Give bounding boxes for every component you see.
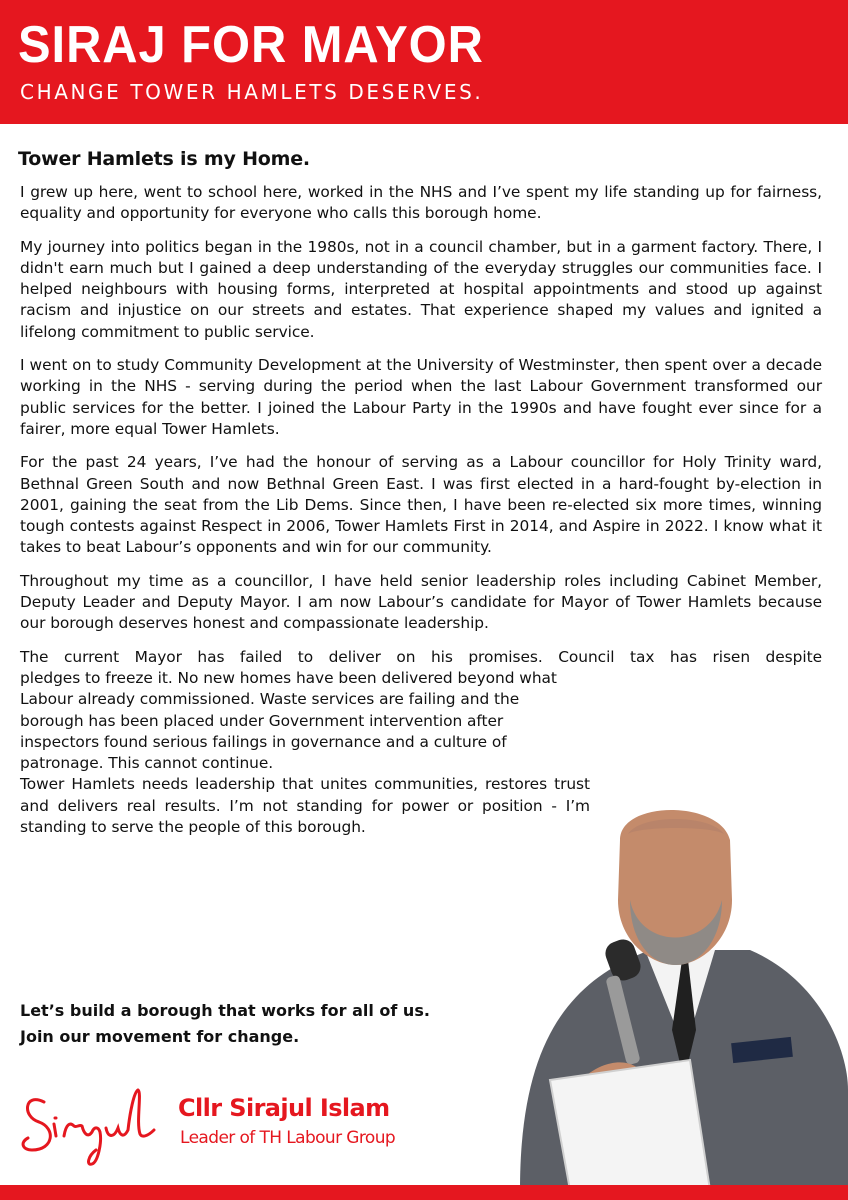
closing-line-2: Join our movement for change.	[20, 1027, 300, 1046]
paragraph-unite: Tower Hamlets needs leadership that unites communities, restores trust and delivers real results. I’m not standing for power or position - I’m standing to serve the people of this borough.	[20, 775, 590, 837]
paragraph-current-mayor	[20, 647, 822, 775]
letter-body	[20, 146, 822, 850]
campaign-slogan: CHANGE TOWER HAMLETS DESERVES.	[20, 80, 484, 104]
paragraph-record: For the past 24 years, I’ve had the honour of serving as a Labour councillor for Holy Trinity ward, Bethnal Green South and now Bethnal Green East. I was first elected in a hard-fought by-election in 2001, gaining the seat from the Lib Dems. Since then, I have been re-elected six more times, winning tough contests against Respect in 2006, Tower Hamlets First in 2014, and Aspire in 2022. I know what it takes to beat Labour’s opponents and win for our community.	[20, 453, 822, 557]
signatory-role: Leader of TH Labour Group	[180, 1128, 396, 1148]
paragraph-journey: My journey into politics began in the 1980s, not in a council chamber, but in a garment factory. There, I didn't earn much but I gained a deep understanding of the everyday struggles our communities face. I helped neighbours with housing forms, interpreted at hospital appointments and stood up against racism and injustice on our streets and estates. That experience shaped my values and ignited a lifelong commitment to public service.	[20, 237, 822, 341]
page-heading: Tower Hamlets is my Home.	[18, 148, 310, 170]
current-mayor-rest: pledges to freeze it. No new homes have been delivered beyond what Labour already commissioned. Waste services are failing and the borough has been placed under Government intervention after inspectors found serious failings in governance and a culture of patronage. This cannot continue.	[20, 668, 557, 773]
campaign-title: SIRAJ FOR MAYOR	[18, 16, 484, 74]
paragraph-education: I went on to study Community Development at the University of Westminster, then spent over a decade working in the NHS - serving during the period when the last Labour Government transformed our public services for the better. I joined the Labour Party in the 1990s and have fought ever since for a fairer, more equal Tower Hamlets.	[20, 356, 822, 438]
closing-call-to-action	[20, 998, 540, 1050]
signatory-name: Cllr Sirajul Islam	[178, 1094, 390, 1122]
paragraph-leadership: Throughout my time as a councillor, I have held senior leadership roles including Cabinet Member, Deputy Leader and Deputy Mayor. I am now Labour’s candidate for Mayor of Tower Hamlets because our borough deserves honest and compassionate leadership.	[20, 571, 822, 633]
closing-line-1: Let’s build a borough that works for all of us.	[20, 1001, 430, 1020]
candidate-photo	[500, 790, 848, 1190]
handwritten-signature	[14, 1072, 164, 1172]
current-mayor-first-line: The current Mayor has failed to deliver on his promises. Council tax has risen despite	[20, 647, 822, 666]
header-banner	[0, 0, 848, 124]
footer-bar	[0, 1185, 848, 1200]
paragraph-intro: I grew up here, went to school here, worked in the NHS and I’ve spent my life standing up for fairness, equality and opportunity for everyone who calls this borough home.	[20, 183, 822, 223]
